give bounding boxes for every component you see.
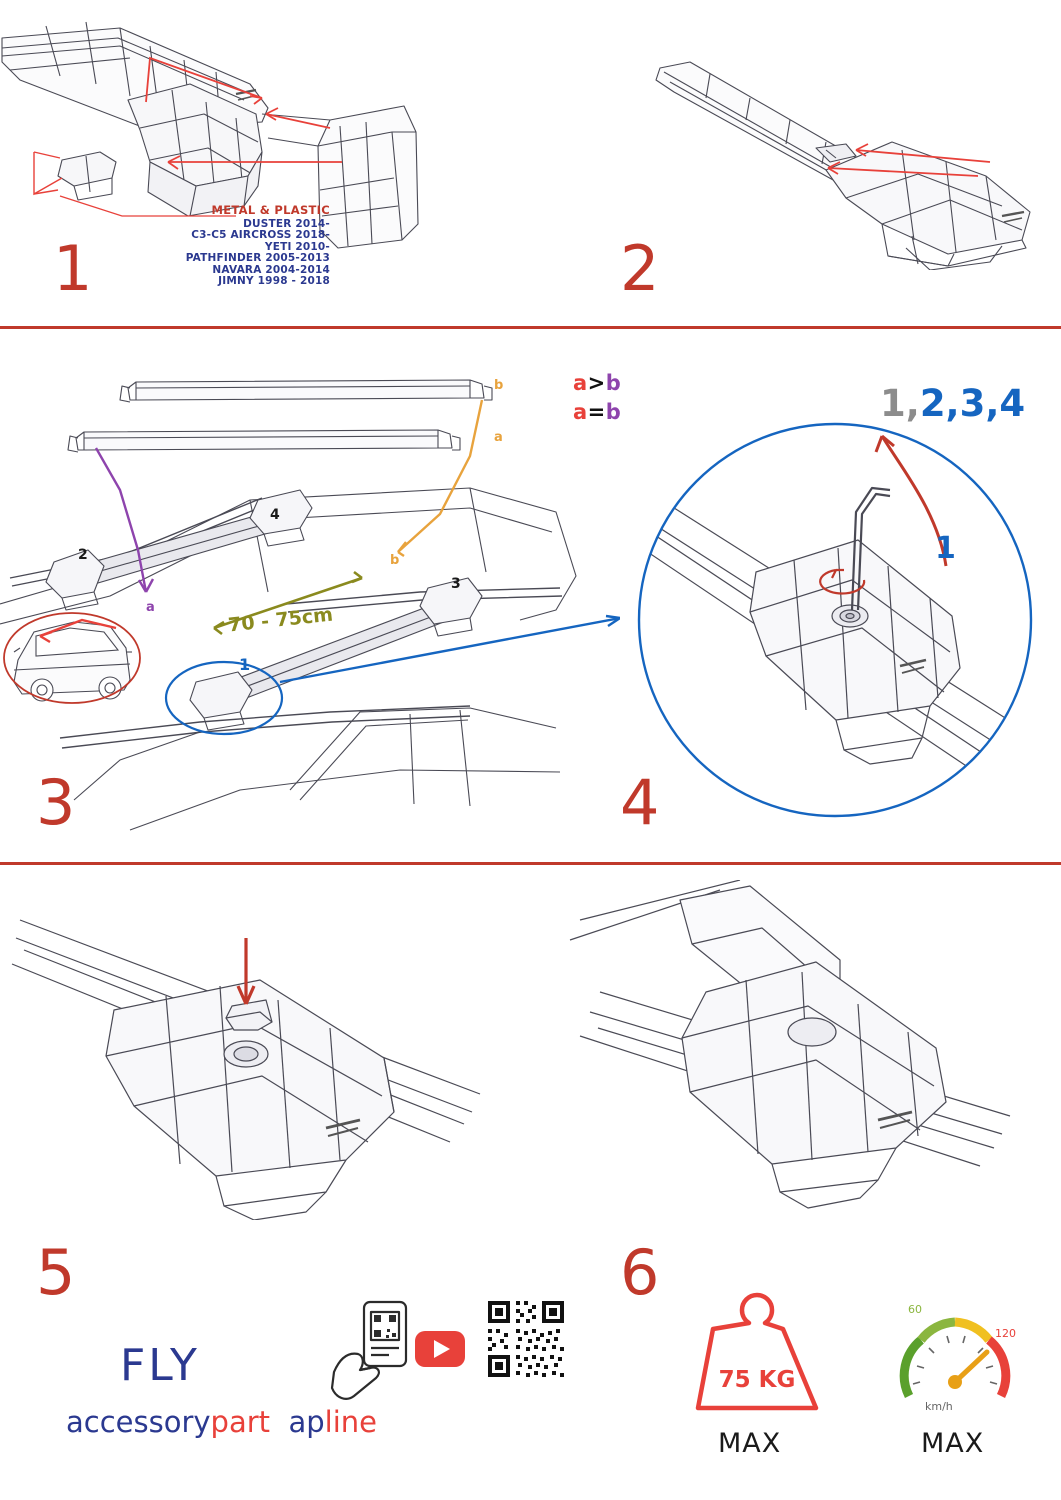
label-bar-b-top: b bbox=[494, 378, 504, 393]
label-mount-3: 3 bbox=[451, 576, 461, 592]
panel-4-illustration bbox=[600, 420, 1061, 840]
gauge-min-label: 60 bbox=[908, 1303, 922, 1316]
brand-part: part bbox=[210, 1405, 271, 1439]
rule2-right: b bbox=[605, 400, 622, 424]
rule1-op: > bbox=[587, 371, 606, 395]
step-number-1: 1 bbox=[53, 232, 93, 305]
rule1-right: b bbox=[605, 371, 622, 395]
gauge-max-label: 120 bbox=[995, 1327, 1016, 1340]
label-b-mid: b bbox=[390, 553, 400, 568]
rule-a-greater-b bbox=[573, 371, 621, 395]
label-mount-1: 1 bbox=[239, 655, 251, 674]
speed-max-label: MAX bbox=[921, 1428, 985, 1459]
label-mount-4: 4 bbox=[270, 507, 280, 523]
label-mount-2: 2 bbox=[78, 547, 88, 563]
speed-unit-label: km/h bbox=[925, 1400, 953, 1413]
brand-accessory: accessory bbox=[66, 1405, 211, 1439]
panel-1-compatibility-note bbox=[120, 203, 330, 287]
rule1-left: a bbox=[573, 371, 588, 395]
brand-ap: ap bbox=[288, 1405, 325, 1439]
divider-row-1 bbox=[0, 326, 1061, 329]
panel-3-illustration bbox=[0, 360, 620, 840]
rule2-op: = bbox=[587, 400, 606, 424]
product-name: FLY bbox=[120, 1340, 200, 1391]
step-number-4: 4 bbox=[620, 766, 660, 839]
weight-limit-icon bbox=[690, 1290, 824, 1415]
step-number-6: 6 bbox=[620, 1236, 660, 1309]
step-number-3: 3 bbox=[36, 766, 76, 839]
label-bar-spacing: 70 - 75cm bbox=[227, 603, 334, 637]
list-item: JIMNY 1998 - 2018 bbox=[218, 275, 330, 288]
panel-4-sequence bbox=[880, 382, 1025, 425]
list-item: DUSTER 2014- bbox=[243, 218, 330, 230]
list-item: NAVARA 2004-2014 bbox=[212, 263, 330, 276]
panel-5-illustration bbox=[10, 880, 510, 1220]
step-number-2: 2 bbox=[620, 232, 660, 305]
divider-row-2 bbox=[0, 862, 1061, 865]
weight-value: 75 KG bbox=[718, 1367, 796, 1393]
speed-gauge-icon bbox=[895, 1300, 1015, 1418]
youtube-icon[interactable] bbox=[414, 1330, 466, 1368]
qr-scan-phone-icon[interactable] bbox=[330, 1300, 412, 1410]
note-title: METAL & PLASTIC bbox=[211, 203, 330, 217]
sequence-gray: 1, bbox=[880, 382, 920, 425]
label-a-left: a bbox=[146, 600, 155, 615]
sequence-blue: 2,3,4 bbox=[919, 382, 1026, 425]
brand-line: line bbox=[324, 1405, 377, 1439]
brand-wordmark bbox=[66, 1405, 377, 1439]
panel-6-illustration bbox=[540, 880, 1040, 1220]
rule2-left: a bbox=[573, 400, 588, 424]
step-number-5: 5 bbox=[36, 1236, 76, 1309]
qr-code-icon[interactable] bbox=[484, 1297, 568, 1381]
panel-4-callout-1: 1 bbox=[935, 531, 956, 566]
list-item: PATHFINDER 2005-2013 bbox=[185, 252, 330, 265]
list-item: C3-C5 AIRCROSS 2018- bbox=[191, 229, 330, 242]
list-item: YETI 2010- bbox=[264, 240, 330, 253]
panel-2-illustration bbox=[630, 40, 1060, 270]
vehicle-list bbox=[120, 219, 330, 287]
weight-max-label: MAX bbox=[718, 1428, 782, 1459]
label-bar-a-top: a bbox=[494, 430, 503, 445]
